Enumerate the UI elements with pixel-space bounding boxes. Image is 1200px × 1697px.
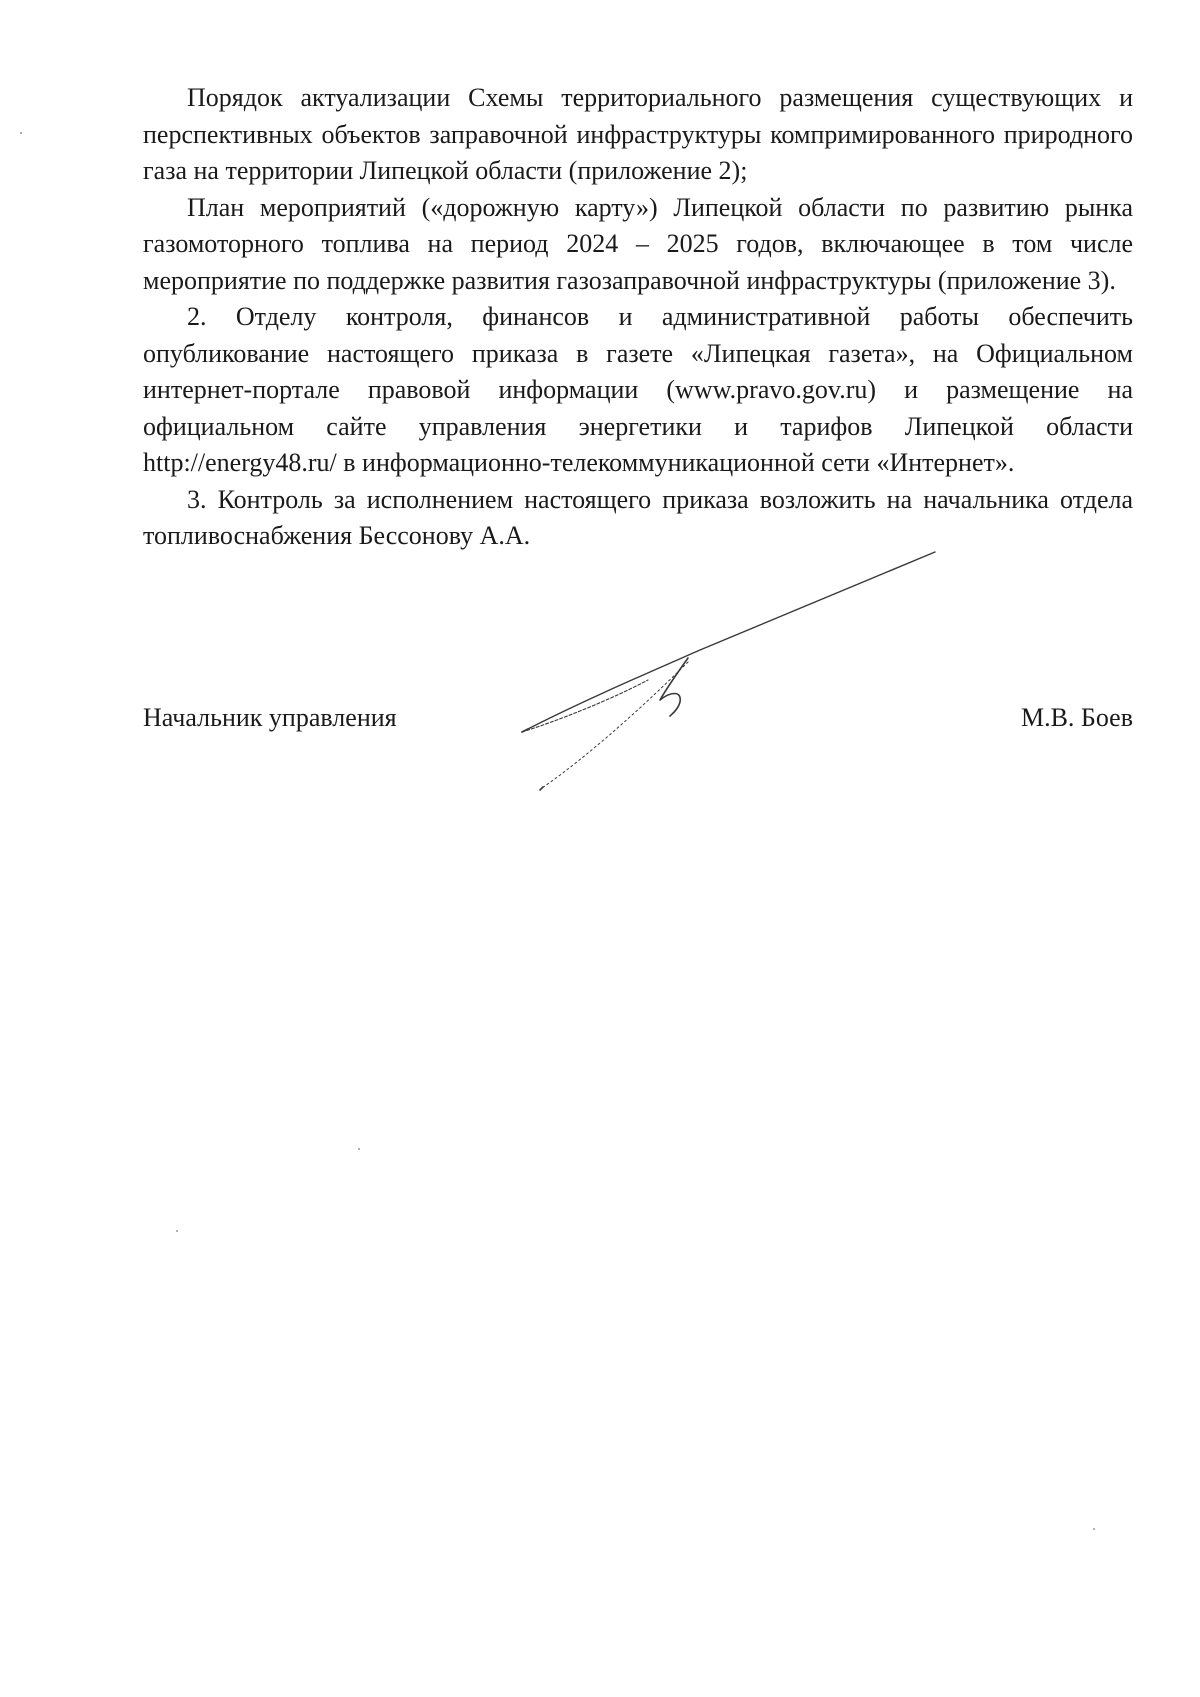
signature-lower-stroke <box>522 680 648 732</box>
paragraph-schema-order: Порядок актуализации Схемы территориального размещения существующих и перспективных объектов заправочной инфраструктуры компримированного природного газа на территории Липецкой области (приложение 2); <box>143 83 1133 185</box>
paragraph-item-2-publication: 2. Отделу контроля, финансов и административной работы обеспечить опубликование настоящего приказа в газете «Липецкая газета», на Официальном интернет-портале правовой информации (www.pravo.gov.ru) и размещение на официальном сайте управления энергетики и тарифов Липецкой области http://energy48.ru/ в информационно-телекоммуникационной сети «Интернет». <box>143 302 1133 477</box>
signatory-position: Начальник управления <box>143 703 397 732</box>
signature-descender <box>542 662 688 788</box>
scan-speck <box>20 132 22 134</box>
scan-speck <box>176 1230 178 1232</box>
signature-long-stroke <box>522 552 935 732</box>
scan-speck <box>1093 1528 1095 1530</box>
scan-speck <box>358 1148 360 1150</box>
paragraph-item-3-control: 3. Контроль за исполнением настоящего приказа возложить на начальника отдела топливоснабжения Бессонову А.А. <box>143 484 1133 550</box>
signature-start-mark <box>522 729 543 790</box>
signatory-name: М.В. Боев <box>1020 703 1133 732</box>
document-body <box>143 80 1133 555</box>
paragraph-roadmap: План мероприятий («дорожную карту») Липецкой области по развитию рынка газомоторного топлива на период 2024 – 2025 годов, включающее в том числе мероприятие по поддержке развития газозаправочной инфраструктуры (приложение 3). <box>143 192 1133 295</box>
handwritten-signature <box>500 540 940 800</box>
